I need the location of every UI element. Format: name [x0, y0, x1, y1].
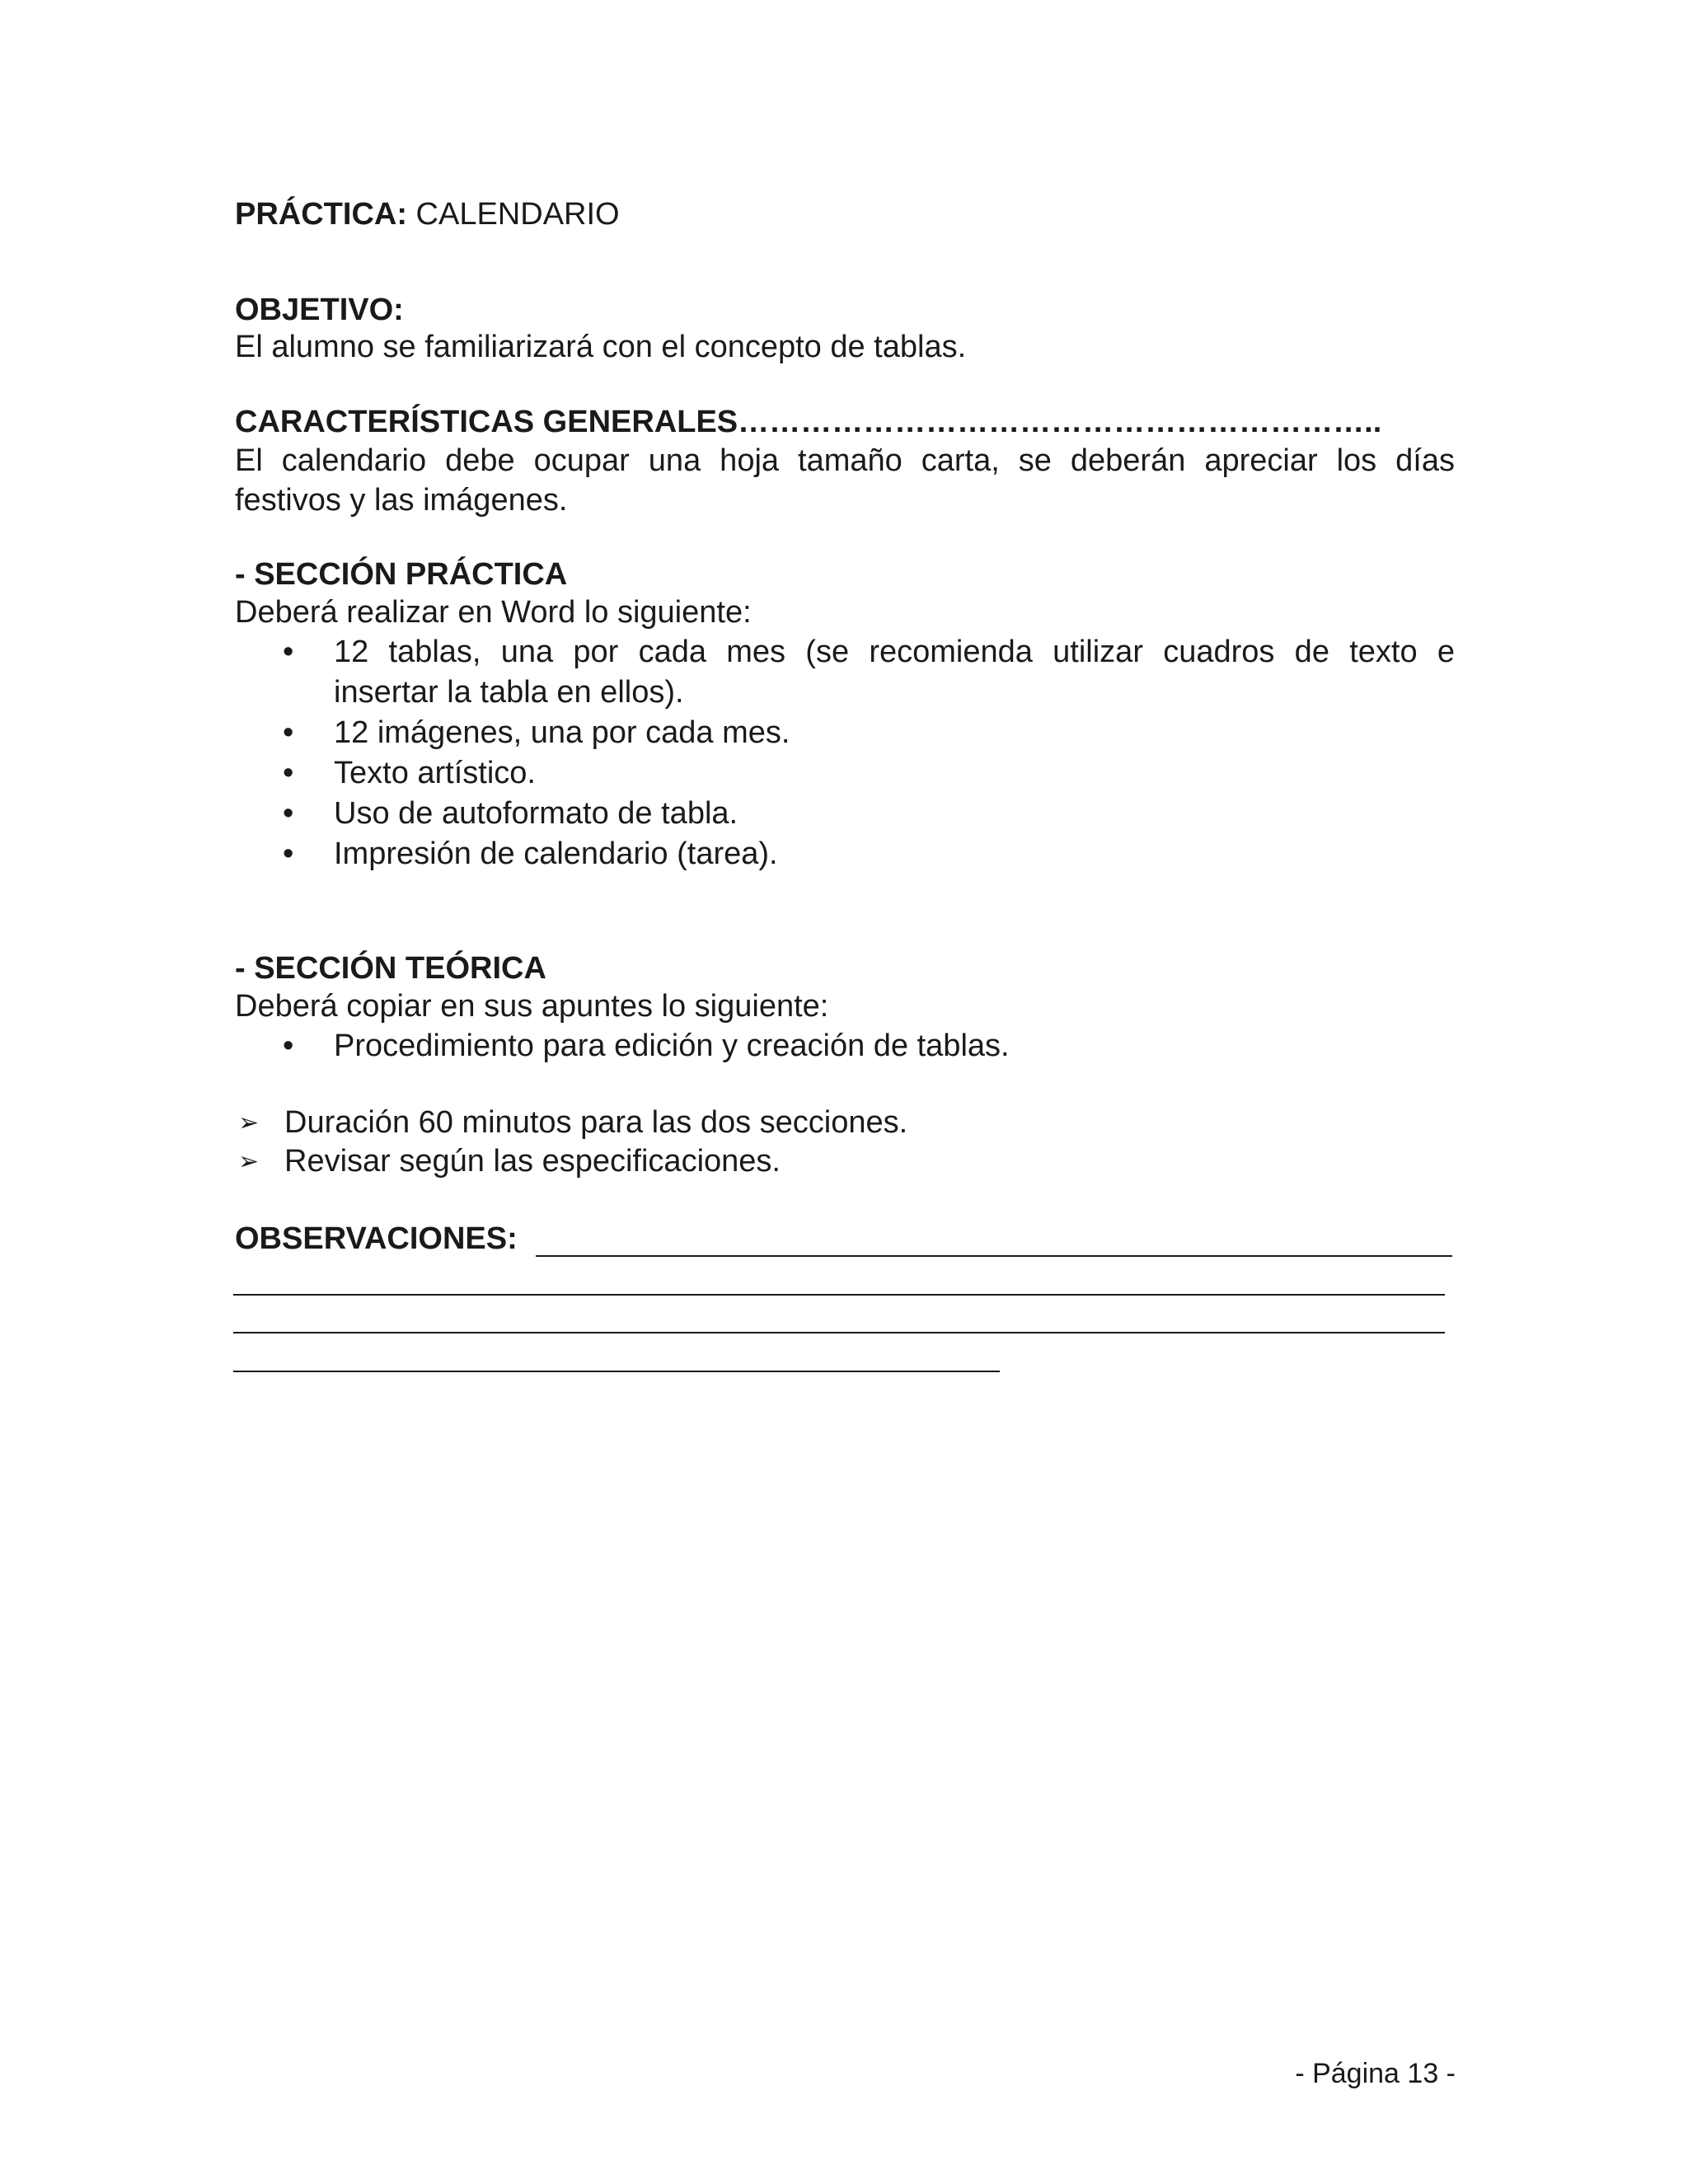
theory-section-list [235, 1026, 1455, 1066]
list-item-line: 12 tablas, una por cada mes (se recomienda utilizar cuadros de texto e [334, 635, 1455, 669]
note-text: Duración 60 minutos para las dos secciones. [284, 1105, 908, 1140]
general-features-heading: CARACTERÍSTICAS GENERALES…………………………………………………….. [235, 405, 1382, 439]
practice-title [235, 194, 1455, 234]
list-item [235, 632, 1455, 713]
arrow-icon: ➢ [238, 1148, 260, 1175]
bullet-icon: • [283, 715, 294, 750]
practical-section-heading: - SECCIÓN PRÁCTICA [235, 557, 568, 592]
theory-section-heading: - SECCIÓN TEÓRICA [235, 951, 546, 986]
page-number: - Página 13 - [1295, 2058, 1456, 2089]
list-item [235, 1026, 1455, 1066]
list-item-line: Texto artístico. [334, 756, 536, 790]
arrow-icon: ➢ [238, 1109, 260, 1137]
bullet-icon: • [283, 1029, 294, 1063]
objective-text: El alumno se familiarizará con el concepto de tablas. [235, 330, 967, 364]
observations-label: OBSERVACIONES: [235, 1221, 518, 1256]
bullet-icon: • [283, 837, 294, 871]
objective-heading: OBJETIVO: [235, 293, 404, 327]
list-item-line: 12 imágenes, una por cada mes. [334, 715, 790, 750]
list-item [235, 794, 1455, 834]
bullet-icon: • [283, 756, 294, 790]
list-item [235, 834, 1455, 874]
general-features-line-1: El calendario debe ocupar una hoja tamaño carta, se deberán apreciar los días [235, 443, 1455, 478]
bullet-icon: • [283, 796, 294, 831]
list-item-line: Uso de autoformato de tabla. [334, 796, 738, 831]
observations-line-4 [233, 1371, 1000, 1372]
note-text: Revisar según las especificaciones. [284, 1144, 781, 1179]
note-item [235, 1104, 1455, 1142]
theory-section-intro: Deberá copiar en sus apuntes lo siguiente: [235, 989, 829, 1024]
practical-section-intro: Deberá realizar en Word lo siguiente: [235, 595, 752, 630]
list-item [235, 753, 1455, 794]
list-item-line: Procedimiento para edición y creación de tablas. [334, 1029, 1010, 1063]
observations-line-3 [233, 1332, 1445, 1333]
bullet-icon: • [283, 635, 294, 669]
observations-line-1 [536, 1255, 1452, 1257]
list-item-line: insertar la tabla en ellos). [334, 675, 684, 710]
note-item [235, 1142, 1455, 1181]
practice-label: PRÁCTICA: [235, 197, 407, 232]
general-features-line-2: festivos y las imágenes. [235, 483, 568, 518]
observations-line-2 [233, 1294, 1445, 1296]
list-item-line: Impresión de calendario (tarea). [334, 837, 778, 871]
notes-list [235, 1104, 1455, 1181]
list-item [235, 713, 1455, 753]
practical-section-list [235, 632, 1455, 874]
practice-value: CALENDARIO [406, 197, 620, 232]
